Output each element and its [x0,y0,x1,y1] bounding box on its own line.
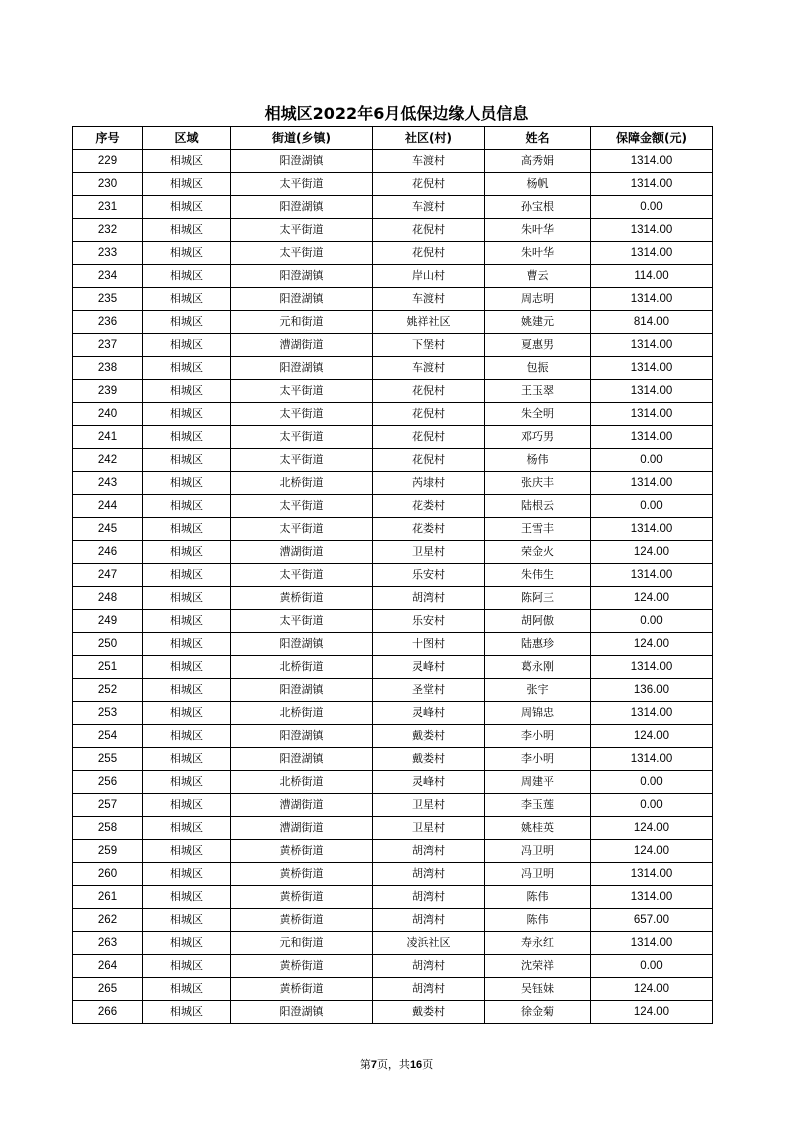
cell-amount: 124.00 [591,541,713,564]
cell-name: 陆根云 [485,495,591,518]
cell-index: 254 [73,725,143,748]
cell-index: 242 [73,449,143,472]
cell-community: 灵峰村 [373,702,485,725]
cell-street: 元和街道 [231,311,373,334]
header-name: 姓名 [485,127,591,150]
cell-index: 249 [73,610,143,633]
cell-district: 相城区 [143,196,231,219]
cell-index: 232 [73,219,143,242]
cell-district: 相城区 [143,472,231,495]
cell-community: 车渡村 [373,150,485,173]
cell-index: 261 [73,886,143,909]
table-row [73,679,713,702]
cell-district: 相城区 [143,748,231,771]
cell-district: 相城区 [143,426,231,449]
cell-community: 乐安村 [373,610,485,633]
cell-street: 太平街道 [231,173,373,196]
footer-middle: 页，共 [376,1058,410,1071]
cell-name: 王雪丰 [485,518,591,541]
cell-street: 阳澄湖镇 [231,725,373,748]
table-row [73,932,713,955]
cell-name: 周建平 [485,771,591,794]
cell-community: 灵峰村 [373,771,485,794]
cell-amount: 124.00 [591,1001,713,1024]
table-row [73,748,713,771]
page-footer [0,1058,793,1072]
cell-district: 相城区 [143,702,231,725]
cell-index: 229 [73,150,143,173]
cell-community: 芮埭村 [373,472,485,495]
cell-community: 花倪村 [373,426,485,449]
cell-street: 太平街道 [231,219,373,242]
cell-name: 张庆丰 [485,472,591,495]
cell-district: 相城区 [143,449,231,472]
table-row [73,472,713,495]
cell-amount: 814.00 [591,311,713,334]
cell-amount: 1314.00 [591,863,713,886]
cell-name: 朱叶华 [485,242,591,265]
cell-index: 238 [73,357,143,380]
cell-district: 相城区 [143,978,231,1001]
cell-name: 沈荣祥 [485,955,591,978]
cell-amount: 0.00 [591,771,713,794]
cell-name: 姚桂英 [485,817,591,840]
cell-amount: 136.00 [591,679,713,702]
cell-index: 257 [73,794,143,817]
cell-street: 黄桥街道 [231,840,373,863]
table-row [73,196,713,219]
cell-community: 圣堂村 [373,679,485,702]
cell-amount: 1314.00 [591,334,713,357]
cell-amount: 114.00 [591,265,713,288]
cell-name: 邓巧男 [485,426,591,449]
cell-amount: 1314.00 [591,288,713,311]
cell-name: 陈阿三 [485,587,591,610]
table-row [73,633,713,656]
cell-district: 相城区 [143,679,231,702]
cell-street: 阳澄湖镇 [231,748,373,771]
cell-amount: 124.00 [591,840,713,863]
cell-street: 黄桥街道 [231,909,373,932]
cell-community: 花倪村 [373,173,485,196]
document-title: 相城区2022年6月低保边缘人员信息 [264,104,529,123]
header-index: 序号 [73,127,143,150]
cell-amount: 124.00 [591,817,713,840]
cell-name: 杨帆 [485,173,591,196]
cell-community: 花倪村 [373,403,485,426]
cell-community: 胡湾村 [373,978,485,1001]
cell-index: 260 [73,863,143,886]
cell-index: 234 [73,265,143,288]
cell-street: 北桥街道 [231,472,373,495]
table-header-row [73,127,713,150]
cell-name: 李小明 [485,748,591,771]
cell-district: 相城区 [143,242,231,265]
cell-street: 太平街道 [231,242,373,265]
cell-amount: 1314.00 [591,357,713,380]
cell-community: 下堡村 [373,334,485,357]
cell-index: 259 [73,840,143,863]
cell-street: 太平街道 [231,426,373,449]
cell-name: 姚建元 [485,311,591,334]
cell-name: 陈伟 [485,909,591,932]
cell-community: 卫星村 [373,817,485,840]
table-row [73,886,713,909]
cell-community: 花娄村 [373,518,485,541]
cell-amount: 1314.00 [591,518,713,541]
cell-street: 阳澄湖镇 [231,679,373,702]
table-row [73,380,713,403]
cell-name: 陈伟 [485,886,591,909]
cell-amount: 1314.00 [591,472,713,495]
cell-index: 263 [73,932,143,955]
cell-street: 阳澄湖镇 [231,1001,373,1024]
cell-index: 264 [73,955,143,978]
cell-district: 相城区 [143,311,231,334]
header-street: 街道(乡镇) [231,127,373,150]
cell-street: 黄桥街道 [231,886,373,909]
cell-amount: 124.00 [591,587,713,610]
cell-index: 262 [73,909,143,932]
footer-suffix: 页 [422,1058,434,1071]
cell-community: 胡湾村 [373,840,485,863]
cell-amount: 1314.00 [591,380,713,403]
table-row [73,357,713,380]
cell-district: 相城区 [143,610,231,633]
header-district: 区域 [143,127,231,150]
cell-amount: 1314.00 [591,173,713,196]
cell-street: 黄桥街道 [231,978,373,1001]
cell-street: 漕湖街道 [231,817,373,840]
cell-amount: 0.00 [591,449,713,472]
cell-name: 高秀娟 [485,150,591,173]
cell-street: 太平街道 [231,380,373,403]
cell-index: 245 [73,518,143,541]
cell-street: 太平街道 [231,610,373,633]
table-row [73,702,713,725]
cell-street: 太平街道 [231,449,373,472]
cell-index: 247 [73,564,143,587]
cell-district: 相城区 [143,541,231,564]
cell-district: 相城区 [143,495,231,518]
cell-index: 239 [73,380,143,403]
cell-name: 杨伟 [485,449,591,472]
cell-amount: 0.00 [591,794,713,817]
cell-community: 花倪村 [373,242,485,265]
cell-district: 相城区 [143,334,231,357]
table-row [73,311,713,334]
cell-amount: 0.00 [591,196,713,219]
cell-name: 朱全明 [485,403,591,426]
cell-index: 230 [73,173,143,196]
cell-street: 黄桥街道 [231,955,373,978]
cell-street: 元和街道 [231,932,373,955]
table-row [73,403,713,426]
cell-district: 相城区 [143,771,231,794]
cell-name: 朱叶华 [485,219,591,242]
table-row [73,656,713,679]
table-row [73,840,713,863]
cell-index: 235 [73,288,143,311]
cell-name: 葛永刚 [485,656,591,679]
cell-district: 相城区 [143,863,231,886]
cell-community: 岸山村 [373,265,485,288]
cell-name: 张宇 [485,679,591,702]
cell-name: 冯卫明 [485,840,591,863]
cell-amount: 1314.00 [591,219,713,242]
cell-index: 248 [73,587,143,610]
cell-district: 相城区 [143,955,231,978]
cell-amount: 0.00 [591,610,713,633]
header-amount: 保障金额(元) [591,127,713,150]
cell-index: 258 [73,817,143,840]
cell-name: 荣金火 [485,541,591,564]
table-row [73,334,713,357]
table-row [73,564,713,587]
cell-index: 243 [73,472,143,495]
cell-community: 车渡村 [373,357,485,380]
table-row [73,1001,713,1024]
cell-amount: 1314.00 [591,150,713,173]
cell-amount: 1314.00 [591,564,713,587]
table-row [73,449,713,472]
cell-amount: 1314.00 [591,932,713,955]
cell-district: 相城区 [143,633,231,656]
cell-index: 244 [73,495,143,518]
table-row [73,587,713,610]
cell-community: 车渡村 [373,288,485,311]
cell-street: 太平街道 [231,518,373,541]
cell-amount: 1314.00 [591,403,713,426]
cell-street: 北桥街道 [231,702,373,725]
cell-district: 相城区 [143,886,231,909]
table-row [73,909,713,932]
cell-street: 太平街道 [231,403,373,426]
cell-district: 相城区 [143,380,231,403]
cell-street: 阳澄湖镇 [231,633,373,656]
cell-district: 相城区 [143,656,231,679]
cell-district: 相城区 [143,725,231,748]
cell-community: 灵峰村 [373,656,485,679]
cell-community: 卫星村 [373,541,485,564]
cell-district: 相城区 [143,1001,231,1024]
cell-community: 戴娄村 [373,1001,485,1024]
table-row [73,610,713,633]
cell-name: 陆惠珍 [485,633,591,656]
cell-index: 251 [73,656,143,679]
table-row [73,242,713,265]
table-row [73,817,713,840]
cell-amount: 124.00 [591,633,713,656]
cell-name: 李小明 [485,725,591,748]
cell-amount: 0.00 [591,955,713,978]
cell-community: 卫星村 [373,794,485,817]
cell-district: 相城区 [143,357,231,380]
cell-index: 266 [73,1001,143,1024]
cell-amount: 1314.00 [591,748,713,771]
cell-amount: 124.00 [591,978,713,1001]
cell-district: 相城区 [143,219,231,242]
cell-name: 冯卫明 [485,863,591,886]
cell-name: 周锦忠 [485,702,591,725]
cell-district: 相城区 [143,932,231,955]
cell-amount: 0.00 [591,495,713,518]
table-row [73,541,713,564]
cell-community: 胡湾村 [373,955,485,978]
cell-district: 相城区 [143,403,231,426]
cell-district: 相城区 [143,587,231,610]
cell-street: 太平街道 [231,564,373,587]
cell-community: 凌浜社区 [373,932,485,955]
cell-community: 胡湾村 [373,886,485,909]
cell-district: 相城区 [143,794,231,817]
cell-name: 周志明 [485,288,591,311]
cell-name: 胡阿傲 [485,610,591,633]
cell-street: 阳澄湖镇 [231,196,373,219]
cell-community: 胡湾村 [373,909,485,932]
cell-index: 237 [73,334,143,357]
cell-name: 包振 [485,357,591,380]
cell-index: 255 [73,748,143,771]
cell-community: 姚祥社区 [373,311,485,334]
cell-name: 孙宝根 [485,196,591,219]
cell-street: 漕湖街道 [231,334,373,357]
cell-community: 胡湾村 [373,587,485,610]
cell-name: 徐金菊 [485,1001,591,1024]
cell-community: 十图村 [373,633,485,656]
cell-index: 240 [73,403,143,426]
cell-street: 北桥街道 [231,771,373,794]
cell-index: 233 [73,242,143,265]
cell-name: 朱伟生 [485,564,591,587]
table-row [73,863,713,886]
cell-name: 夏惠男 [485,334,591,357]
cell-district: 相城区 [143,518,231,541]
cell-street: 阳澄湖镇 [231,265,373,288]
header-community: 社区(村) [373,127,485,150]
cell-street: 北桥街道 [231,656,373,679]
table-row [73,265,713,288]
cell-community: 车渡村 [373,196,485,219]
cell-community: 戴娄村 [373,725,485,748]
table-row [73,495,713,518]
cell-street: 阳澄湖镇 [231,357,373,380]
cell-community: 花娄村 [373,495,485,518]
cell-index: 253 [73,702,143,725]
cell-community: 戴娄村 [373,748,485,771]
table-row [73,794,713,817]
table-row [73,978,713,1001]
cell-name: 曹云 [485,265,591,288]
cell-index: 246 [73,541,143,564]
cell-community: 花倪村 [373,219,485,242]
footer-page-number: 7 [370,1059,377,1071]
cell-amount: 1314.00 [591,242,713,265]
cell-district: 相城区 [143,564,231,587]
cell-district: 相城区 [143,150,231,173]
cell-street: 太平街道 [231,495,373,518]
cell-street: 漕湖街道 [231,794,373,817]
cell-district: 相城区 [143,909,231,932]
cell-index: 265 [73,978,143,1001]
cell-name: 吴钰妹 [485,978,591,1001]
table-row [73,518,713,541]
cell-street: 阳澄湖镇 [231,288,373,311]
cell-name: 王玉翠 [485,380,591,403]
cell-index: 241 [73,426,143,449]
table-row [73,771,713,794]
cell-district: 相城区 [143,288,231,311]
cell-amount: 1314.00 [591,656,713,679]
cell-district: 相城区 [143,817,231,840]
cell-amount: 1314.00 [591,886,713,909]
cell-street: 漕湖街道 [231,541,373,564]
cell-index: 252 [73,679,143,702]
table-row [73,219,713,242]
footer-total-pages: 16 [409,1059,423,1071]
table-row [73,725,713,748]
cell-amount: 657.00 [591,909,713,932]
cell-amount: 1314.00 [591,426,713,449]
cell-index: 250 [73,633,143,656]
table-row [73,426,713,449]
cell-name: 李玉莲 [485,794,591,817]
cell-district: 相城区 [143,840,231,863]
cell-street: 黄桥街道 [231,863,373,886]
cell-street: 黄桥街道 [231,587,373,610]
table-row [73,173,713,196]
cell-community: 花倪村 [373,380,485,403]
table-row [73,955,713,978]
cell-community: 胡湾村 [373,863,485,886]
cell-district: 相城区 [143,173,231,196]
cell-community: 花倪村 [373,449,485,472]
cell-index: 236 [73,311,143,334]
cell-community: 乐安村 [373,564,485,587]
cell-amount: 124.00 [591,725,713,748]
table-row [73,288,713,311]
data-table [72,126,713,1024]
cell-index: 231 [73,196,143,219]
footer-prefix: 第 [359,1058,371,1071]
cell-amount: 1314.00 [591,702,713,725]
cell-index: 256 [73,771,143,794]
cell-street: 阳澄湖镇 [231,150,373,173]
cell-name: 寿永红 [485,932,591,955]
table-row [73,150,713,173]
cell-district: 相城区 [143,265,231,288]
